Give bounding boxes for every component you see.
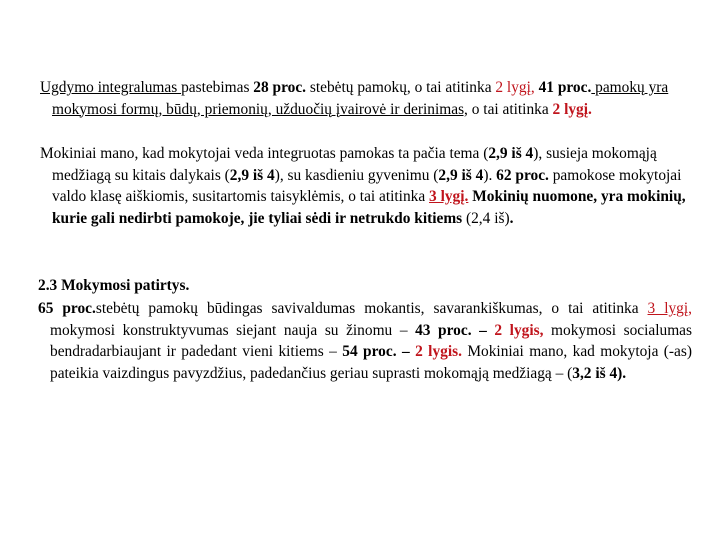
- score-value: 2,9 iš 4: [229, 166, 275, 184]
- text-run: pamokose mokytojai valdo klasę aiškiomis, susitartomis taisyklėmis, o tai atitinka: [52, 166, 682, 206]
- level-value: 2 lygis.: [415, 343, 462, 361]
- text-run: stebėtų pamokų, o tai atitinka: [306, 79, 496, 96]
- section-heading: 2.3 Mokymosi patirtys.: [38, 277, 190, 294]
- integration-paragraph: [40, 77, 700, 120]
- text-run: mokymosi socialumas bendradarbiaujant ir padedant vieni kitiems –: [50, 321, 692, 361]
- level-value: 2 lygį.: [552, 100, 592, 118]
- variety-text: pamokų yra mokymosi formų, būdų, priemonių, užduočių įvairovė ir derinimas,: [52, 79, 669, 118]
- level-value: 3 lygį,: [647, 300, 692, 317]
- text-run: mokymosi konstruktyvumas siejant nauja su žinomu –: [50, 321, 416, 339]
- percentage-value: 41 proc.: [534, 79, 592, 96]
- text-run: ).: [617, 364, 627, 382]
- text-run: –: [396, 343, 416, 361]
- percentage-value: 54 proc.: [342, 343, 397, 361]
- text-run: .: [509, 209, 514, 227]
- percentage-value: 62 proc.: [496, 166, 549, 184]
- level-value: 2 lygis,: [494, 321, 544, 339]
- text-run: ), susieja mokomąją medžiagą su kitais dalykais (: [52, 145, 657, 184]
- text-run: Mokiniai mano, kad mokytojai veda integruotas pamokas ta pačia tema (: [40, 145, 489, 162]
- level-value: 2 lygį,: [495, 79, 535, 96]
- text-run: ), su kasdieniu gyvenimu (: [274, 166, 439, 184]
- student-opinion-paragraph: [40, 143, 700, 229]
- score-value: (2,4 iš): [462, 209, 510, 227]
- integration-term: Ugdymo integralumas: [40, 79, 182, 96]
- text-run: stebėtų pamokų būdingas savivaldumas mokantis, savarankiškumas, o tai atitinka: [95, 300, 648, 317]
- score-value: 3,2 iš 4: [572, 364, 618, 382]
- text-run: Mokiniai mano, kad mokytoja (-as) pateikia vaizdingus pavyzdžius, padedančius geriau suprasti mokomąją medžiagą – (: [50, 343, 692, 382]
- percentage-value: 43 proc.: [415, 321, 472, 339]
- text-run: ).: [483, 166, 497, 184]
- level-value: 3 lygį.: [429, 188, 469, 206]
- percentage-value: 28 proc.: [253, 79, 307, 96]
- learning-experience-paragraph: [38, 298, 692, 384]
- percentage-value: 65 proc.: [38, 300, 96, 317]
- text-run: o tai atitinka: [467, 100, 553, 118]
- score-value: 2,9 iš 4: [488, 145, 534, 162]
- bold-statement: Mokinių nuomone, yra mokinių, kurie gali nedirbti pamokoje, jie tyliai sėdi ir netrukdo kitiems: [52, 188, 686, 227]
- section-heading-block: [38, 275, 700, 297]
- text-run: pastebimas: [181, 79, 254, 96]
- text-run: –: [471, 321, 495, 339]
- score-value: 2,9 iš 4: [438, 166, 484, 184]
